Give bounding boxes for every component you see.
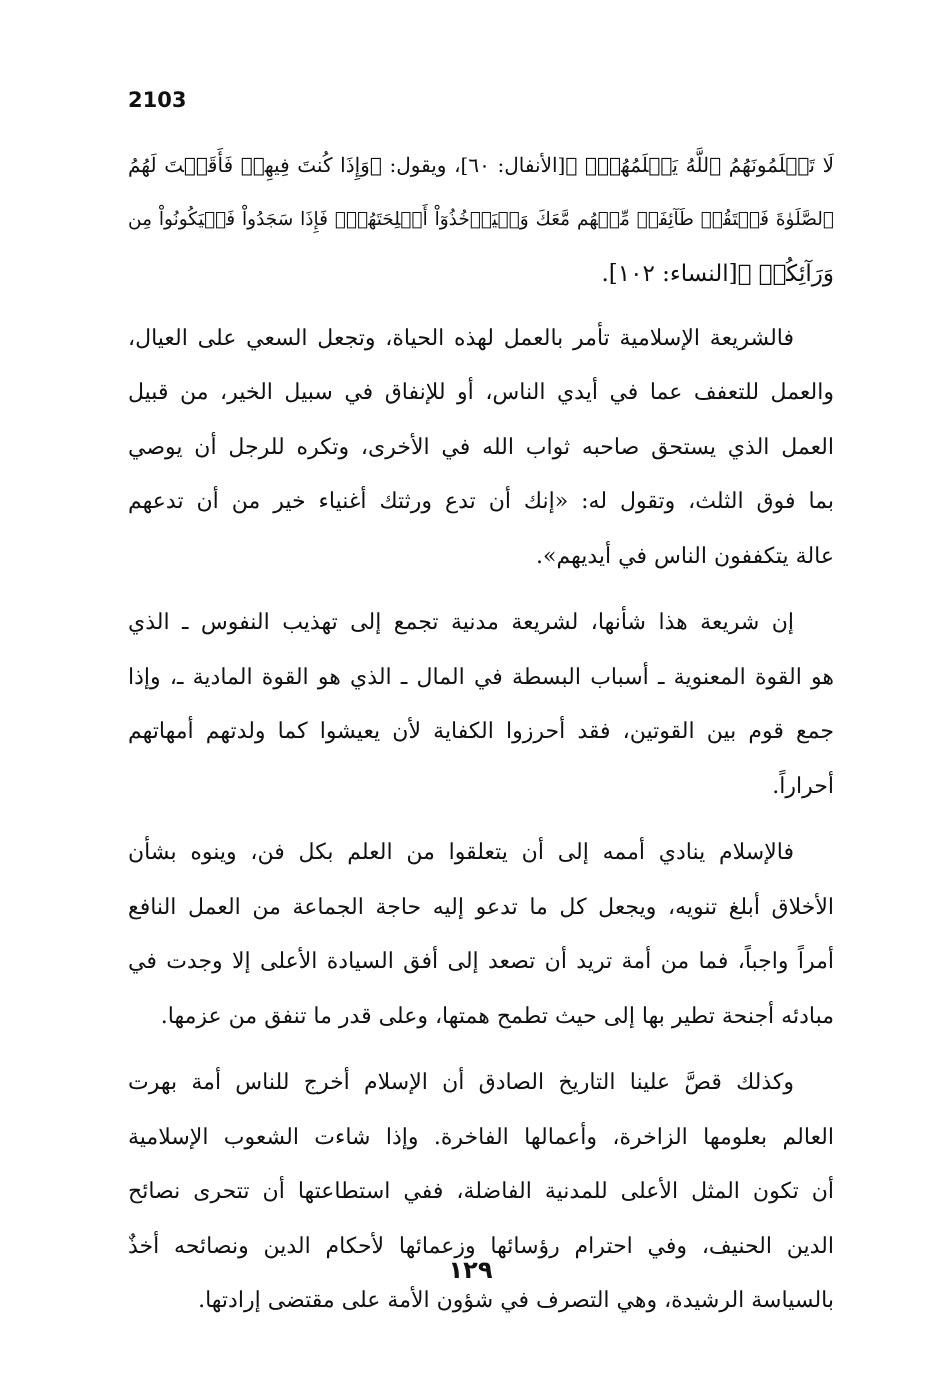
text-line: جمع قوم بين القوتين، فقد أحرزوا الكفاية لأن يعيشوا كما ولدتهم أمهاتهم xyxy=(128,719,834,744)
text-line: أن تكون المثل الأعلى للمدنية الفاضلة، ففي استطاعتها أن تتحرى نصائح xyxy=(128,1179,834,1204)
paragraph-2 xyxy=(128,596,834,814)
paragraph-quran-verses xyxy=(128,138,834,302)
text-line: الأخلاق أبلغ تنويه، ويجعل كل ما تدعو إليه حاجة الجماعة من العمل النافع xyxy=(128,894,834,920)
text-line: أمراً واجباً، فما من أمة تريد أن تصعد إلى أفق السيادة الأعلى إلا وجدت في xyxy=(128,949,834,974)
page-number-top: 2103 xyxy=(128,88,187,112)
paragraph-3 xyxy=(128,826,834,1044)
text-line: ٱلصَّلَوٰةَ فَلۡتَقُمۡ طَآئِفَةٞ مِّنۡهُم مَّعَكَ وَلۡيَأۡخُذُوٓاْ أَسۡلِحَتَهُمۡۖ فَإِذَا سَجَدُواْ فَلۡيَكُونُواْ مِن xyxy=(128,208,834,230)
text-line: فالإسلام ينادي أممه إلى أن يتعلقوا من العلم بكل فن، وينوه بشأن xyxy=(128,840,794,865)
text-line: وكذلك قصَّ علينا التاريخ الصادق أن الإسلام أخرج للناس أمة بهرت xyxy=(128,1070,794,1095)
text-line: فالشريعة الإسلامية تأمر بالعمل لهذه الحياة، وتجعل السعي على العيال، xyxy=(128,325,794,351)
text-line: وَرَآئِكُمۡ ﴾[النساء: ١٠٢]. xyxy=(601,261,834,287)
page-folio-number: ١٢٩ xyxy=(448,1256,493,1284)
text-line: بالسياسة الرشيدة، وهي التصرف في شؤون الأمة على مقتضى إرادتها. xyxy=(198,1288,834,1313)
text-line: لَا تَعۡلَمُونَهُمُ ٱللَّهُ يَعۡلَمُهُمۡۚ ﴾[الأنفال: ٦٠]، ويقول: ﴿وَإِذَا كُنتَ فِيهِمۡ فَأَقَمۡتَ لَهُمُ xyxy=(128,153,835,177)
text-line: الدين الحنيف، وفي احترام رؤسائها وزعمائها لأحكام الدين ونصائحه أخذٌ xyxy=(128,1233,834,1259)
text-line: العمل الذي يستحق صاحبه ثواب الله في الأخرى، وتكره للرجل أن يوصي xyxy=(128,434,834,460)
text-line: إن شريعة هذا شأنها، لشريعة مدنية تجمع إلى تهذيب النفوس ـ الذي xyxy=(128,610,794,635)
text-line: بما فوق الثلث، وتقول له: «إنك أن تدع ورثتك أغنياء خير من أن تدعهم xyxy=(128,489,834,514)
text-line: العالم بعلومها الزاخرة، وأعمالها الفاخرة. وإذا شاءت الشعوب الإسلامية xyxy=(128,1124,834,1150)
paragraph-4 xyxy=(128,1056,834,1329)
text-line: مبادئه أجنحة تطير بها إلى حيث تطمح همتها، وعلى قدر ما تنفق من عزمها. xyxy=(160,1003,834,1029)
text-line: أحراراً. xyxy=(772,773,834,799)
text-line: عالة يتكففون الناس في أيديهم». xyxy=(536,543,834,569)
text-line: هو القوة المعنوية ـ أسباب البسطة في المال ـ الذي هو القوة المادية ـ، وإذا xyxy=(128,664,834,690)
body-text xyxy=(128,138,834,1341)
paragraph-1 xyxy=(128,312,834,585)
text-line: والعمل للتعفف عما في أيدي الناس، أو للإنفاق في سبيل الخير، من قبيل xyxy=(128,380,834,405)
